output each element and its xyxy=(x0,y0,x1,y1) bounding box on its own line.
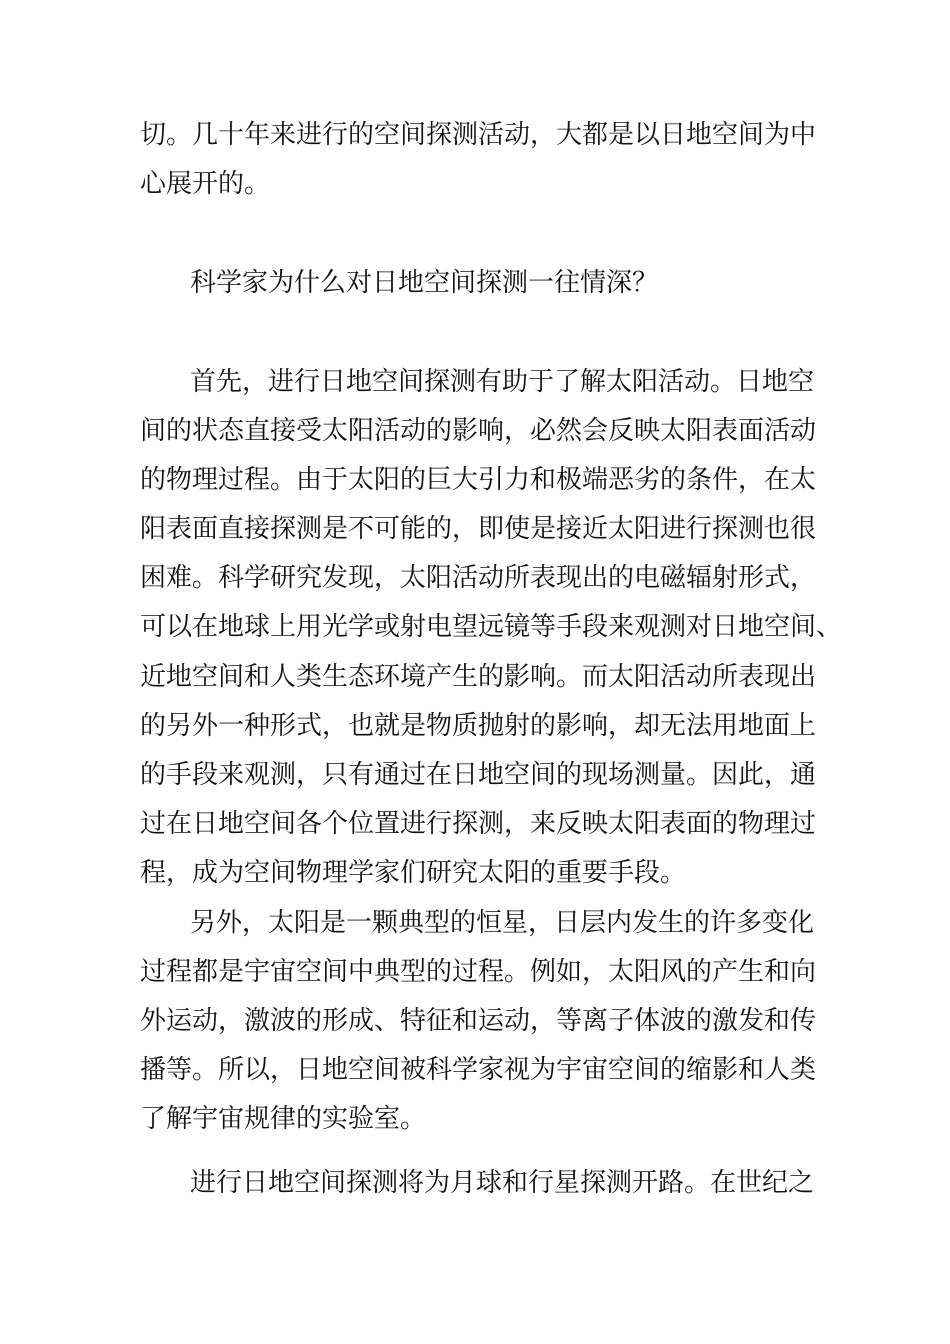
text-line: 间的状态直接受太阳活动的影响，必然会反映太阳表面活动 xyxy=(140,416,817,446)
text-line: 阳表面直接探测是不可能的，即使是接近太阳进行探测也很 xyxy=(140,514,817,544)
text-line: 近地空间和人类生态环境产生的影响。而太阳活动所表现出 xyxy=(140,662,817,692)
text-line: 的手段来观测，只有通过在日地空间的现场测量。因此，通 xyxy=(140,760,817,790)
text-line: 心展开的。 xyxy=(140,169,271,199)
text-line: 过程都是宇宙空间中典型的过程。例如，太阳风的产生和向 xyxy=(140,957,817,987)
paragraph-first-line: 进行日地空间探测将为月球和行星探测开路。在世纪之 xyxy=(190,1168,815,1198)
text-line: 播等。所以，日地空间被科学家视为宇宙空间的缩影和人类 xyxy=(140,1055,817,1085)
text-line: 切。几十年来进行的空间探测活动，大都是以日地空间为中 xyxy=(140,120,817,150)
text-line: 了解宇宙规律的实验室。 xyxy=(140,1104,427,1134)
text-line: 过在日地空间各个位置进行探测，来反映太阳表面的物理过 xyxy=(140,809,817,839)
text-line: 困难。科学研究发现，太阳活动所表现出的电磁辐射形式， xyxy=(140,563,817,593)
paragraph-first-line: 首先，进行日地空间探测有助于了解太阳活动。日地空 xyxy=(190,367,815,397)
paragraph-first-line: 另外，太阳是一颗典型的恒星，日层内发生的许多变化 xyxy=(190,908,815,938)
text-line: 可以在地球上用光学或射电望远镜等手段来观测对日地空间、 xyxy=(140,612,843,642)
text-line: 的物理过程。由于太阳的巨大引力和极端恶劣的条件，在太 xyxy=(140,465,817,495)
text-line: 的另外一种形式，也就是物质抛射的影响，却无法用地面上 xyxy=(140,711,817,741)
text-line: 外运动，激波的形成、特征和运动，等离子体波的激发和传 xyxy=(140,1006,817,1036)
text-line: 程，成为空间物理学家们研究太阳的重要手段。 xyxy=(140,858,687,888)
section-question: 科学家为什么对日地空间探测一往情深？ xyxy=(190,268,659,298)
